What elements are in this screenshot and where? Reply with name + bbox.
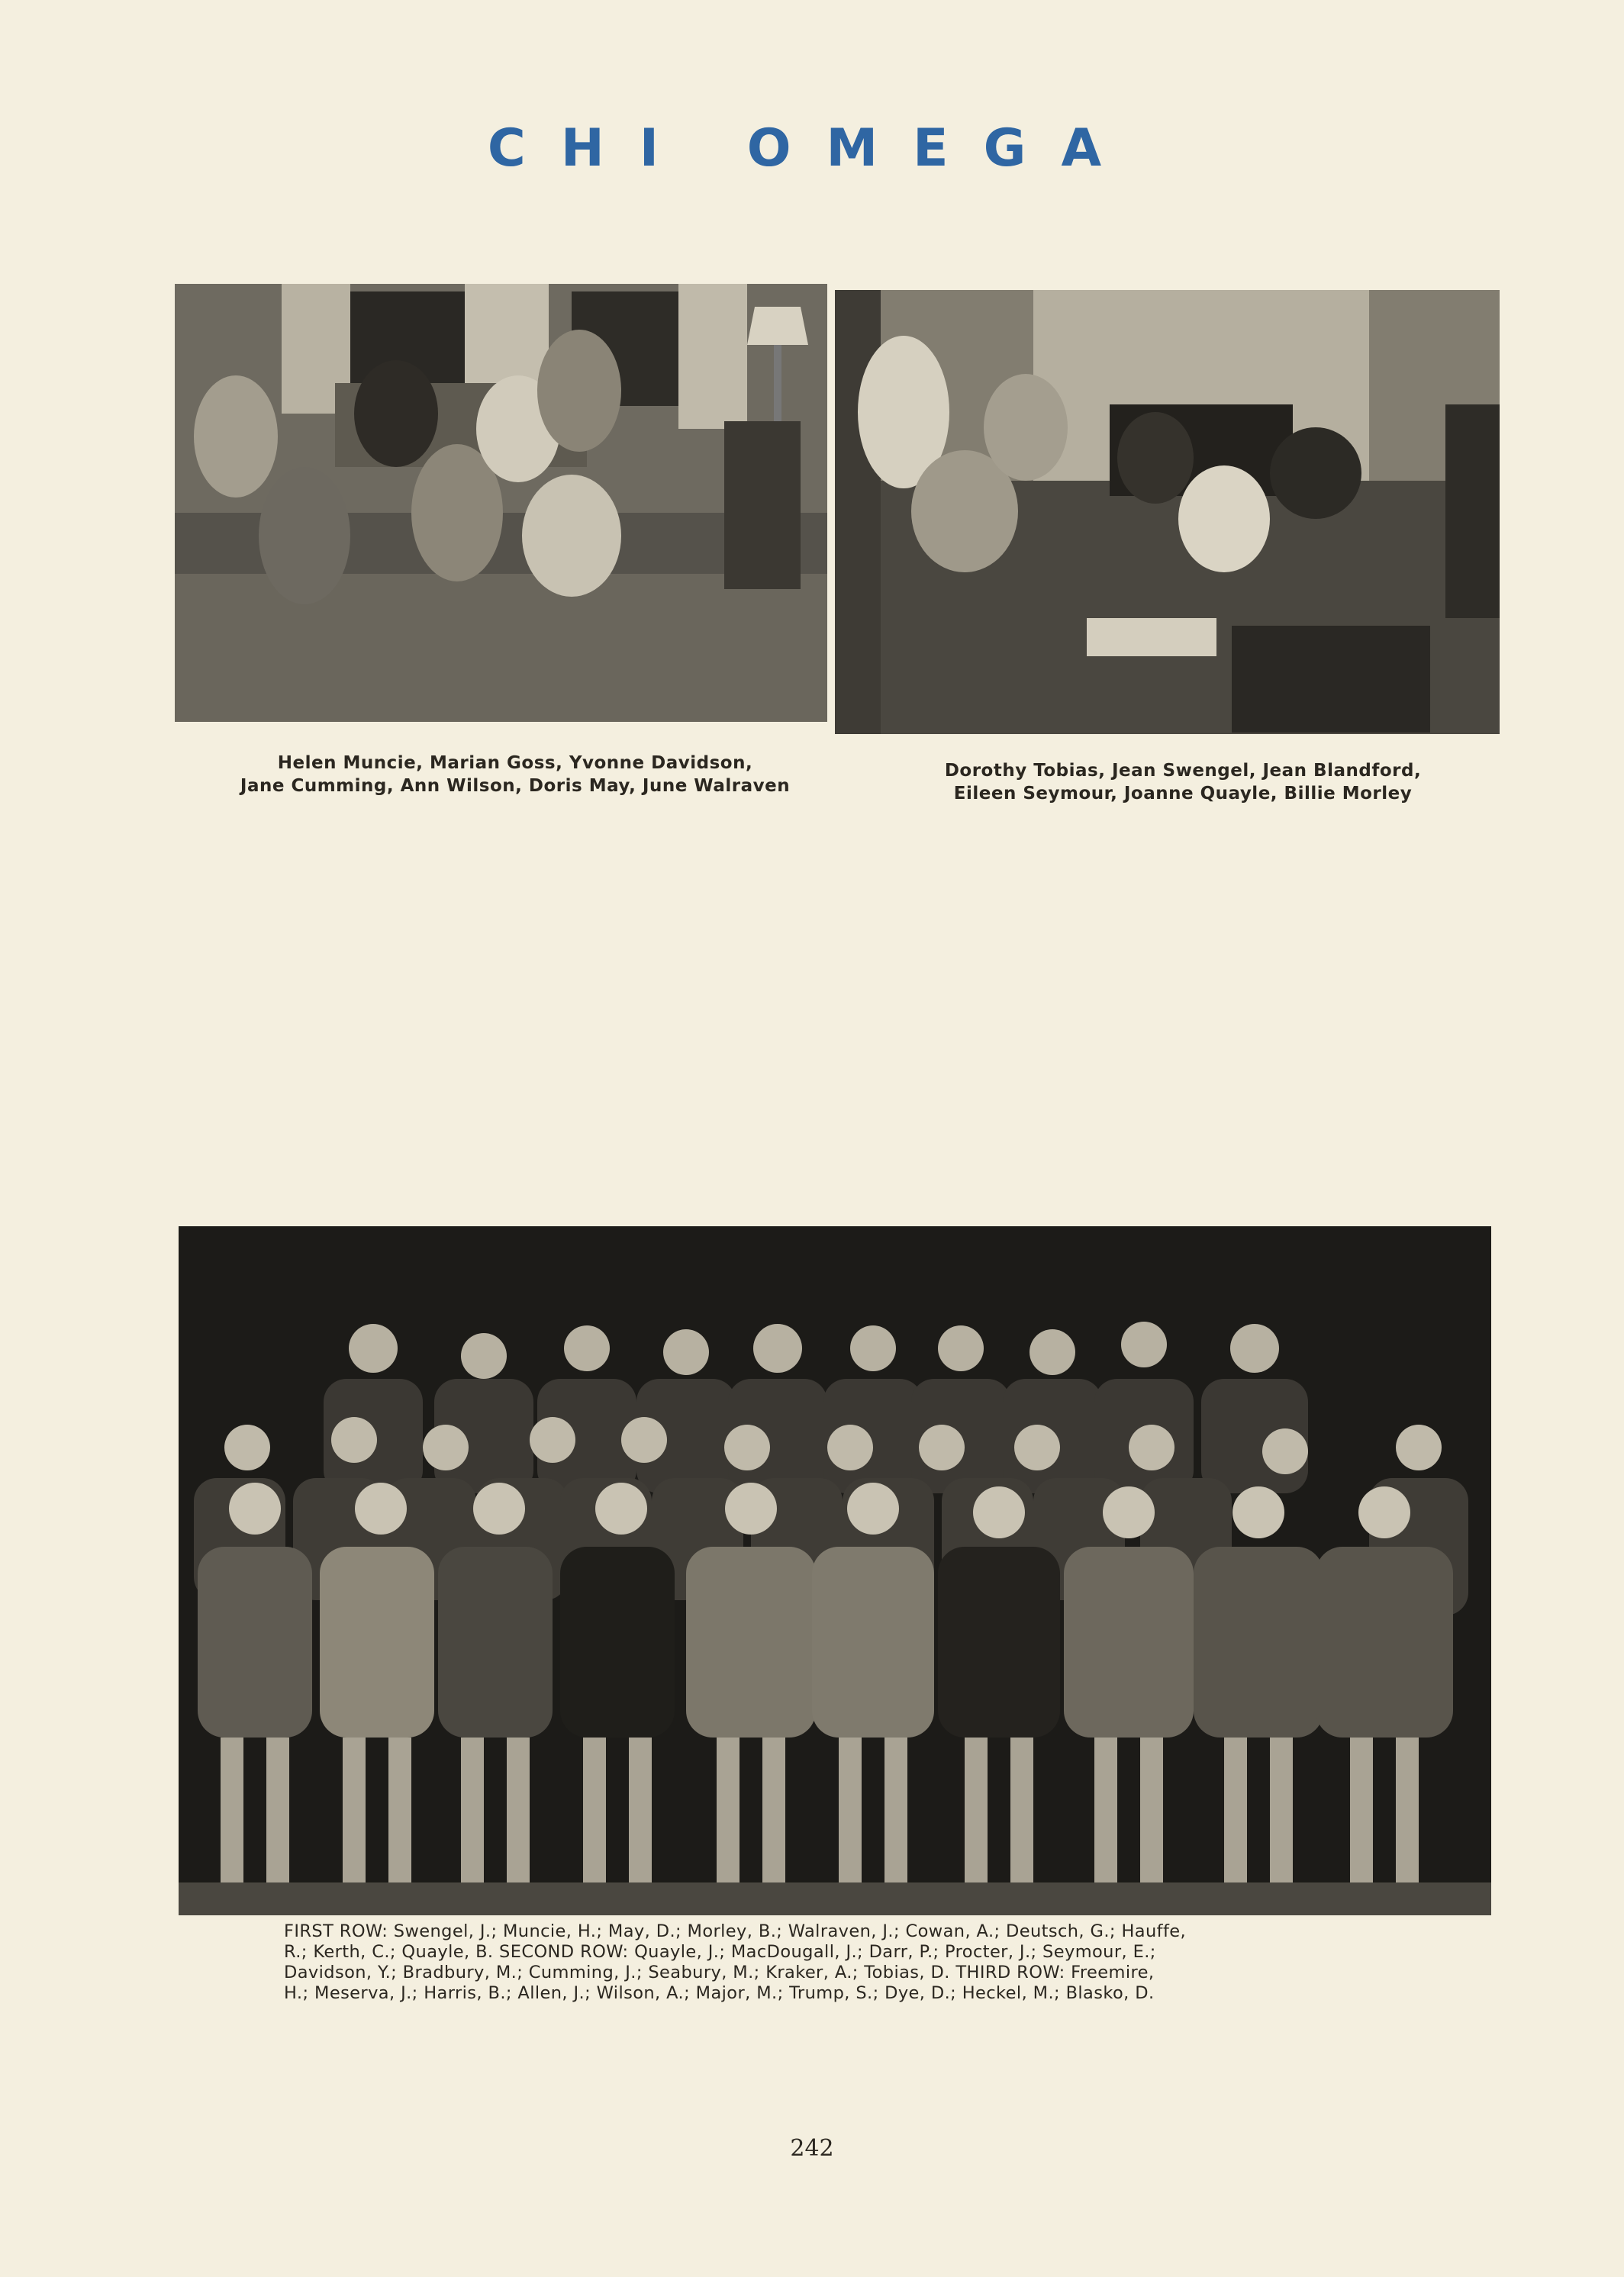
photo-living-room-group — [175, 284, 827, 722]
caption-line: Dorothy Tobias, Jean Swengel, Jean Blandford, — [944, 761, 1422, 781]
caption-line: R.; Kerth, C.; Quayle, B. SECOND ROW: Quayle, J.; MacDougall, J.; Darr, P.; Procter, J.; Seymour, E.; — [284, 1942, 1156, 1962]
caption-line: Helen Muncie, Marian Goss, Yvonne Davidson, — [277, 753, 753, 773]
group-portrait-caption — [284, 1921, 1383, 2004]
photo-group-portrait — [179, 1226, 1491, 1915]
page-number: 242 — [790, 2135, 834, 2162]
caption-right-photo — [878, 759, 1488, 805]
caption-line: Davidson, Y.; Bradbury, M.; Cumming, J.; Seabury, M.; Kraker, A.; Tobias, D. THIRD ROW: Freemire, — [284, 1963, 1155, 1982]
caption-line: Jane Cumming, Ann Wilson, Doris May, June Walraven — [240, 776, 791, 796]
caption-line: H.; Meserva, J.; Harris, B.; Allen, J.; Wilson, A.; Major, M.; Trump, S.; Dye, D.; Heckel, M.; Blasko, D. — [284, 1983, 1155, 2003]
caption-line: Eileen Seymour, Joanne Quayle, Billie Morley — [953, 784, 1413, 804]
caption-line: FIRST ROW: Swengel, J.; Muncie, H.; May, D.; Morley, B.; Walraven, J.; Cowan, A.; Deutsch, G.; Hauffe, — [284, 1921, 1187, 1941]
page-title: CHI OMEGA — [487, 118, 1137, 179]
photo-fireplace-group — [835, 290, 1500, 734]
caption-left-photo — [214, 752, 817, 797]
